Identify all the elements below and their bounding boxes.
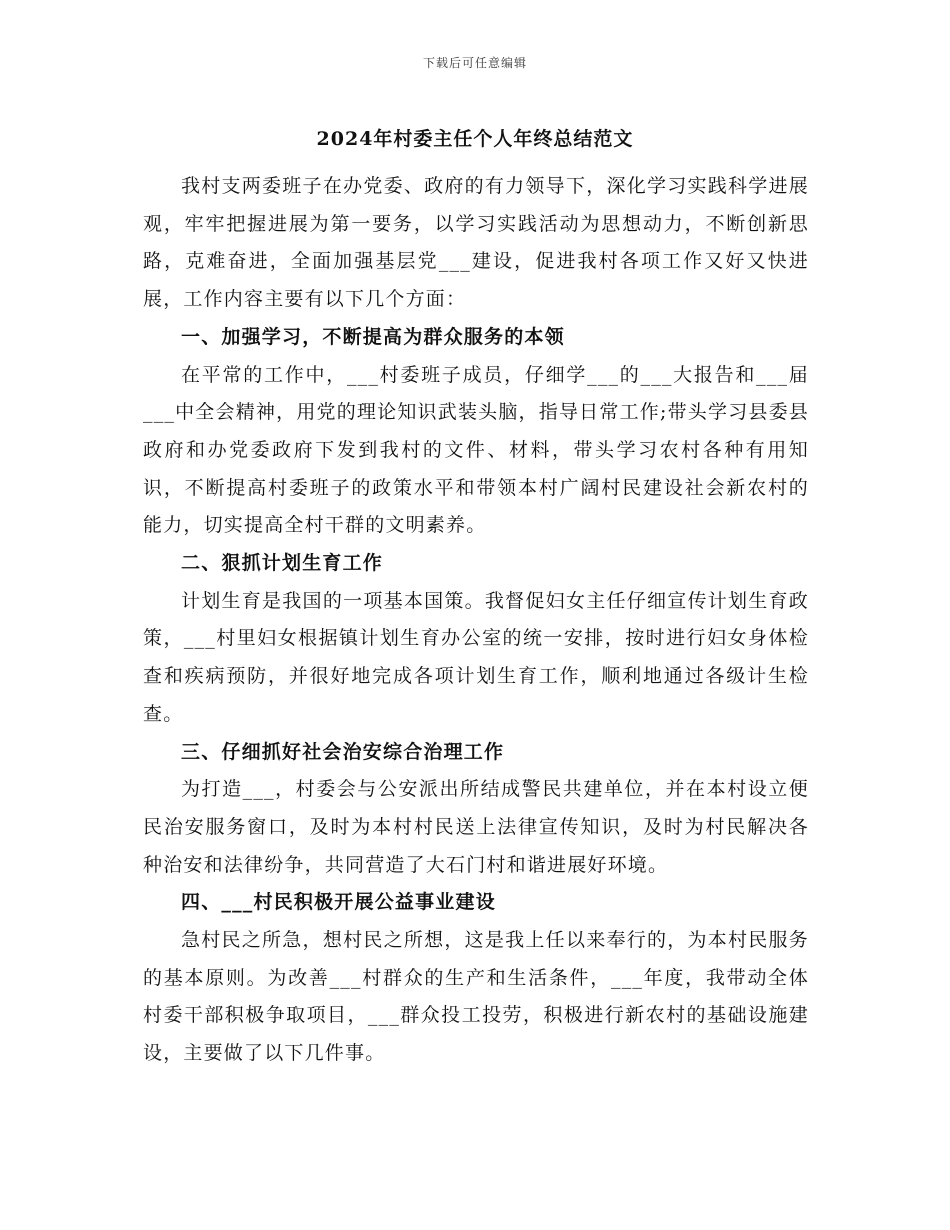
section-heading-4: 四、___村民积极开展公益事业建设: [181, 891, 496, 914]
section-heading-2: 二、狠抓计划生育工作: [181, 552, 384, 575]
section-paragraph-3: 为打造___，村委会与公安派出所结成警民共建单位，并在本村设立便民治安服务窗口，及时为本村村民送上法律宣传知识，及时为村民解决各种治安和法律纷争，共同营造了大石门村和谐进展好环境。: [143, 778, 809, 876]
page-header: 下载后可任意编辑: [422, 56, 527, 70]
section-heading-3: 三、仔细抓好社会治安综合治理工作: [181, 740, 505, 763]
section-paragraph-1: 在平常的工作中，___村委班子成员，仔细学___的___大报告和___届___中全会精神，用党的理论知识武装头脑，指导日常工作;带头学习县委县政府和办党委政府下发到我村的文件、材料，带头学习农村各种有用知识，不断提高村委班子的政策水平和带领本村广阔村民建设社会新农村的能力，切实提高全村干群的文明素养。: [143, 363, 809, 537]
section-paragraph-2: 计划生育是我国的一项基本国策。我督促妇女主任仔细宣传计划生育政策，___村里妇女根据镇计划生育办公室的统一安排，按时进行妇女身体检查和疾病预防，并很好地完成各项计划生育工作，顺利地通过各级计生检查。: [143, 589, 809, 725]
document-body: [143, 168, 809, 1073]
section-heading-1: 一、加强学习，不断提高为群众服务的本领: [181, 325, 565, 348]
intro-paragraph: 我村支两委班子在办党委、政府的有力领导下，深化学习实践科学进展观，牢牢把握进展为第一要务，以学习实践活动为思想动力，不断创新思路，克难奋进，全面加强基层党___建设，促进我村各项工作又好又快进展，工作内容主要有以下几个方面：: [143, 175, 809, 311]
section-paragraph-4: 急村民之所急，想村民之所想，这是我上任以来奉行的，为本村民服务的基本原则。为改善___村群众的生产和生活条件，___年度，我带动全体村委干部积极争取项目，___群众投工投劳，积极进行新农村的基础设施建设，主要做了以下几件事。: [143, 929, 809, 1065]
document-title: 2024年村委主任个人年终总结范文: [316, 128, 634, 150]
